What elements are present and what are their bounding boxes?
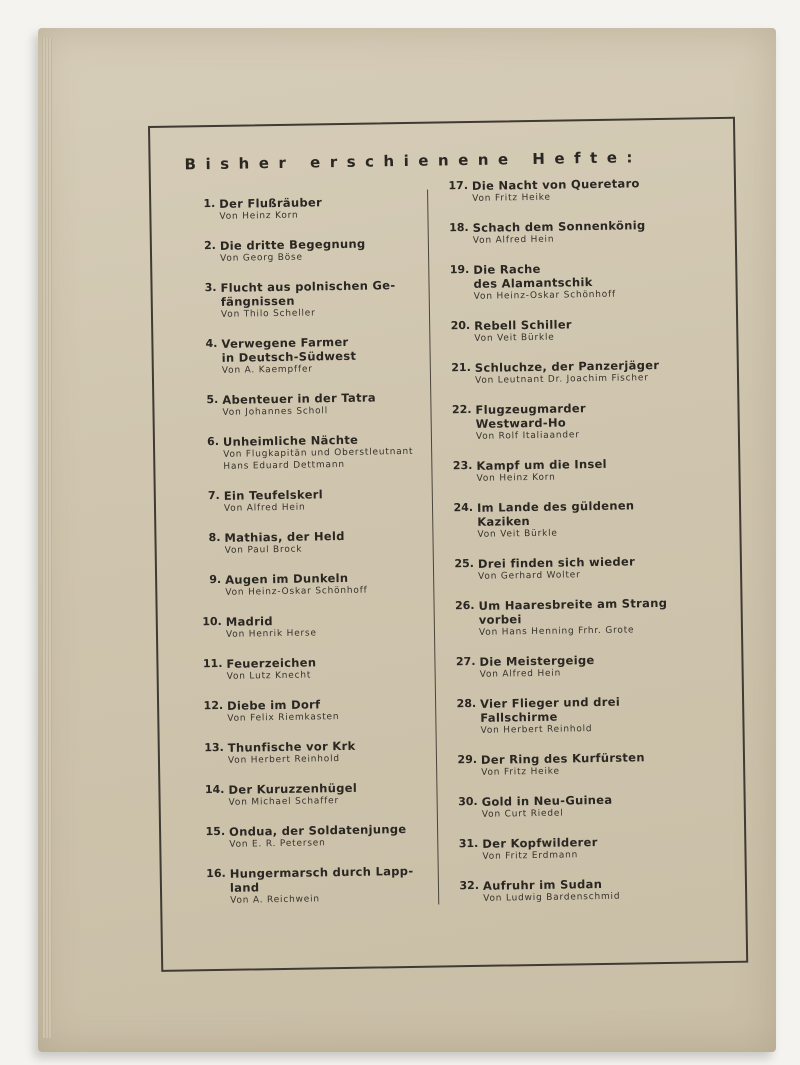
issue-author: Von Heinz-Oskar Schönhoff (225, 585, 368, 598)
issue-title: Um Haaresbreite am Strang (478, 595, 668, 613)
issue-number: 13. (204, 740, 224, 755)
list-item (191, 194, 421, 224)
issue-title: des Alamantschik (473, 275, 593, 291)
issue-number: 31. (458, 836, 479, 851)
issue-number: 30. (458, 794, 478, 809)
issue-title: Der Flußräuber (219, 195, 323, 211)
issue-text (483, 875, 732, 905)
issue-text (476, 455, 725, 485)
issue-author: Hans Eduard Dettmann (223, 459, 345, 472)
issue-author: Von Heinz Korn (476, 472, 556, 484)
issue-title: Flugzeugmarder (475, 401, 587, 417)
issue-title: Verwegene Farmer (221, 334, 349, 351)
issue-title: Aufruhr im Sudan (482, 876, 603, 893)
issue-text (226, 612, 428, 641)
issue-title: Abenteuer in der Tatra (222, 390, 376, 407)
issue-text (226, 654, 428, 683)
issue-title: Ein Teufelskerl (223, 487, 324, 503)
issue-title: Westward-Ho (475, 415, 567, 431)
issue-title: Flucht aus polnischen Ge- (220, 278, 396, 295)
issue-author: Von Georg Böse (220, 252, 303, 264)
list-item (450, 749, 730, 779)
issue-title: Kampf um die Insel (476, 456, 607, 473)
list-item (195, 432, 426, 474)
issue-title: Ondua, der Soldatenjunge (228, 822, 407, 839)
issue-text (477, 497, 727, 541)
issue-number: 19. (449, 262, 470, 277)
issue-number: 12. (203, 698, 224, 713)
issue-number: 6. (207, 434, 220, 449)
issue-author: Von Alfred Hein (223, 502, 306, 514)
issue-title: Rebell Schiller (474, 317, 572, 333)
issue-number: 29. (457, 752, 478, 767)
list-item (197, 570, 427, 600)
issue-text (480, 693, 730, 737)
issue-author: Von Flugkapitän und Oberstleutnant (223, 446, 414, 460)
issue-author: Von Henrik Herse (225, 628, 317, 640)
issue-author: Von Thilo Scheller (220, 308, 316, 320)
issue-title: Die Meistergeige (479, 653, 595, 669)
issue-author: Von Alfred Hein (472, 234, 555, 246)
issue-author: Von Herbert Reinhold (480, 724, 593, 736)
issue-text (230, 864, 433, 907)
issue-title: Mathias, der Held (224, 528, 345, 545)
contents-frame (148, 117, 748, 972)
issue-author: Von Leutnant Dr. Joachim Fischer (474, 373, 649, 386)
issue-author: Von Michael Schaffer (228, 796, 340, 808)
issue-author: Von Heinz Korn (219, 210, 299, 222)
issue-author: Von Veit Bürkle (477, 528, 558, 540)
issue-text (224, 486, 426, 515)
issue-text (479, 651, 728, 681)
list-item (444, 357, 724, 387)
issue-number: 28. (456, 696, 477, 711)
issue-title: Thunfische vor Krk (227, 738, 356, 755)
issue-author: Von E. R. Petersen (229, 838, 326, 850)
issue-title: land (229, 880, 260, 895)
list-item (200, 738, 430, 768)
issue-number: 10. (202, 614, 222, 629)
issue-number: 23. (452, 458, 473, 473)
list-item (202, 864, 433, 908)
issue-title: Vier Flieger und drei (480, 694, 621, 711)
issue-author: Von Hans Henning Frhr. Grote (478, 625, 635, 638)
issue-author: Von Rolf Italiaander (475, 430, 580, 442)
list-item (448, 651, 728, 681)
issue-number: 22. (451, 402, 472, 417)
list-item (442, 217, 722, 247)
issue-title: in Deutsch-Südwest (221, 348, 357, 365)
issue-number: 11. (202, 656, 223, 671)
issue-author: Von Ludwig Bardenschmid (483, 891, 621, 904)
issue-text (474, 315, 723, 345)
issue-text (475, 357, 724, 387)
issue-number: 16. (206, 866, 226, 881)
issue-title: Der Ring des Kurfürsten (480, 750, 645, 767)
list-item (199, 696, 429, 726)
issue-number: 8. (208, 530, 221, 545)
issue-number: 24. (453, 500, 474, 515)
issue-number: 2. (203, 238, 216, 253)
issue-number: 27. (455, 654, 476, 669)
issue-text (482, 791, 731, 821)
issue-title: Der Kuruzzenhügel (228, 780, 358, 797)
issue-author: Von Heinz-Oskar Schönhoff (473, 289, 617, 302)
issue-author: Von Curt Riedel (481, 808, 564, 820)
list-item (196, 486, 426, 516)
list-item (444, 399, 725, 443)
issue-text (482, 833, 731, 863)
issue-text (227, 696, 429, 725)
issue-text (478, 553, 727, 583)
issue-number: 25. (454, 556, 475, 571)
issue-author: Von Paul Brock (224, 544, 303, 556)
list-item (201, 822, 431, 852)
issue-title: Drei finden sich wieder (477, 554, 636, 571)
issue-author: Von Gerhard Wolter (478, 570, 581, 582)
issue-text (224, 528, 426, 557)
list-item (451, 791, 731, 821)
issue-author: Von Lutz Knecht (226, 670, 312, 682)
issue-title: Augen im Dunkeln (225, 570, 349, 587)
list-item (442, 259, 723, 303)
issue-number: 20. (450, 318, 471, 333)
issue-author: Von Herbert Reinhold (227, 754, 340, 766)
issue-title: fängnissen (220, 293, 295, 309)
list-item (194, 390, 424, 420)
list-item (192, 278, 423, 322)
issue-text (221, 334, 424, 377)
issue-title: Schluchze, der Panzerjäger (474, 357, 660, 375)
booklet-cover (38, 28, 776, 1052)
issue-title: Feuerzeichen (226, 655, 317, 671)
issue-text (223, 432, 426, 473)
issue-title: Diebe im Dorf (227, 697, 321, 713)
issue-author: Von Fritz Heike (481, 766, 560, 778)
issue-number: 32. (459, 878, 480, 893)
issue-title: Hungermarsch durch Lapp- (229, 863, 414, 881)
issue-text (229, 822, 431, 851)
left-column (191, 194, 421, 906)
list-heading: Bisher erschienene Hefte: (184, 148, 643, 174)
issue-text (219, 194, 421, 223)
issue-text (225, 570, 427, 599)
issue-text (220, 278, 423, 321)
issue-number: 17. (448, 178, 469, 193)
issue-text (473, 217, 722, 247)
list-item (441, 175, 721, 205)
issue-number: 15. (205, 824, 226, 839)
issue-author: Von Fritz Erdmann (482, 850, 579, 862)
right-column (441, 175, 721, 904)
issue-author: Von A. Reichwein (230, 894, 320, 906)
issue-author: Von Johannes Scholl (222, 406, 329, 418)
list-item (452, 875, 732, 905)
issue-title: Fallschirme (480, 709, 558, 725)
issue-text (478, 595, 728, 639)
issue-title: Im Lande des güldenen (476, 498, 635, 515)
issue-title: Die Nacht von Queretaro (471, 176, 640, 193)
list-item (196, 528, 426, 558)
issue-number: 7. (207, 488, 220, 503)
list-item (447, 595, 728, 639)
issue-title: Die Rache (473, 261, 541, 277)
issue-text (228, 780, 430, 809)
issue-number: 21. (451, 360, 471, 375)
issue-number: 4. (205, 336, 218, 351)
list-item (451, 833, 731, 863)
issue-title: Unheimliche Nächte (222, 432, 359, 449)
issue-number: 26. (454, 598, 475, 613)
issue-number: 9. (209, 572, 222, 587)
issue-title: Madrid (225, 614, 273, 629)
list-item (446, 497, 727, 541)
issue-title: Schach dem Sonnenkönig (472, 218, 646, 235)
list-item (198, 654, 428, 684)
issue-author: Von Fritz Heike (472, 192, 551, 204)
issue-title: Der Kopfwilderer (482, 835, 598, 851)
issue-text (228, 738, 430, 767)
issue-title: Die dritte Begegnung (219, 236, 366, 253)
issue-title: Kaziken (477, 514, 531, 529)
list-item (198, 612, 428, 642)
issue-text (481, 749, 730, 779)
issue-number: 14. (204, 782, 225, 797)
issue-text (473, 259, 723, 303)
issue-number: 18. (449, 220, 469, 235)
issue-text (222, 390, 424, 419)
issue-title: vorbei (478, 612, 522, 627)
list-item (449, 693, 730, 737)
issue-author: Von A. Kaempffer (221, 364, 313, 376)
list-item (443, 315, 723, 345)
issue-author: Von Felix Riemkasten (227, 712, 340, 724)
issue-text (220, 236, 422, 265)
list-item (192, 236, 422, 266)
list-item (200, 780, 430, 810)
issue-number: 3. (204, 280, 217, 295)
list-item (193, 334, 424, 378)
list-item (447, 553, 727, 583)
issue-title: Gold in Neu-Guinea (481, 792, 613, 809)
list-item (445, 455, 725, 485)
issue-author: Von Alfred Hein (479, 668, 562, 680)
issue-text (475, 399, 725, 443)
issue-text (472, 175, 721, 205)
issue-number: 5. (206, 392, 219, 407)
issue-number: 1. (203, 196, 216, 211)
issue-author: Von Veit Bürkle (474, 332, 555, 344)
